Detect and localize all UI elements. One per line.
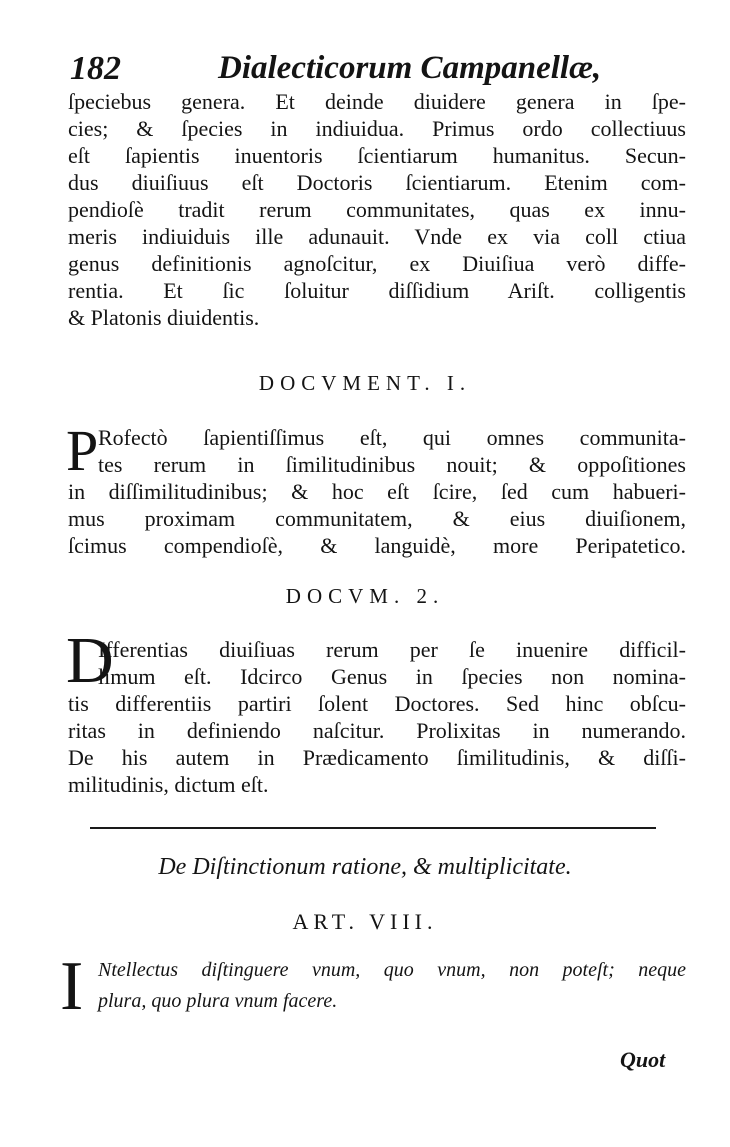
- document-1-heading: DOCVMENT. I.: [258, 371, 472, 395]
- text-line: dus diuiſiuus eſt Doctoris ſcientiarum. Etenim com-: [68, 170, 686, 195]
- text-line: ſpeciebus genera. Et deinde diuidere genera in ſpe-: [68, 89, 686, 114]
- text-line: & Platonis diuidentis.: [68, 305, 260, 330]
- text-line: tes rerum in ſimilitudinibus nouit; & oppoſitiones: [98, 452, 686, 477]
- text-line: rentia. Et ſic ſoluitur diſſidium Ariſt. colligentis: [68, 278, 686, 303]
- text-line: ſcimus compendioſè, & languidè, more Peripatetico.: [68, 533, 686, 558]
- text-line: limum eſt. Idcirco Genus in ſpecies non nomina-: [98, 664, 686, 689]
- text-line: eſt ſapientis inuentoris ſcientiarum humanitus. Secun-: [68, 143, 686, 168]
- section-divider: [90, 827, 656, 829]
- text-line: Rofectò ſapientiſſimus eſt, qui omnes communita-: [98, 425, 686, 450]
- text-line: cies; & ſpecies in indiuidua. Primus ordo collectiuus: [68, 116, 686, 141]
- text-line: Ntellectus diſtinguere vnum, quo vnum, non poteſt; neque: [98, 959, 686, 981]
- article-title: De Diſtinctionum ratione, & multiplicitate.: [158, 854, 572, 880]
- document-2-paragraph: [68, 636, 686, 798]
- text-line: Ifferentias diuiſiuas rerum per ſe inuenire difficil-: [98, 637, 686, 662]
- opening-paragraph: [68, 88, 686, 331]
- running-title: Dialecticorum Campanellæ,: [218, 50, 602, 86]
- text-line: De his autem in Prædicamento ſimilitudinis, & diſſi-: [68, 745, 686, 770]
- text-line: in diſſimilitudinibus; & hoc eſt ſcire, ſed cum habueri-: [68, 479, 686, 504]
- text-line: plura, quo plura vnum facere.: [98, 990, 338, 1012]
- text-line: tis differentiis partiri ſolent Doctores. Sed hinc obſcu-: [68, 691, 686, 716]
- document-2-heading: DOCVM. 2.: [285, 584, 445, 608]
- page-number: 182: [70, 50, 121, 87]
- drop-cap-d: D: [66, 624, 114, 697]
- text-line: ritas in definiendo naſcitur. Prolixitas in numerando.: [68, 718, 686, 743]
- catchword: Quot: [620, 1047, 666, 1072]
- document-1-paragraph: [68, 424, 686, 559]
- text-line: mus proximam communitatem, & eius diuiſionem,: [68, 506, 686, 531]
- article-number: ART. VIII.: [292, 909, 438, 934]
- text-line: genus definitionis agnoſcitur, ex Diuiſiua verò diffe-: [68, 251, 686, 276]
- text-line: militudinis, dictum eſt.: [68, 772, 269, 797]
- article-paragraph: [68, 955, 686, 1017]
- drop-cap-p: P: [66, 418, 99, 483]
- drop-cap-i: I: [60, 948, 84, 1025]
- text-line: pendioſè tradit rerum communitates, quas ex innu-: [68, 197, 686, 222]
- text-line: meris indiuiduis ille adunauit. Vnde ex via coll ctiua: [68, 224, 686, 249]
